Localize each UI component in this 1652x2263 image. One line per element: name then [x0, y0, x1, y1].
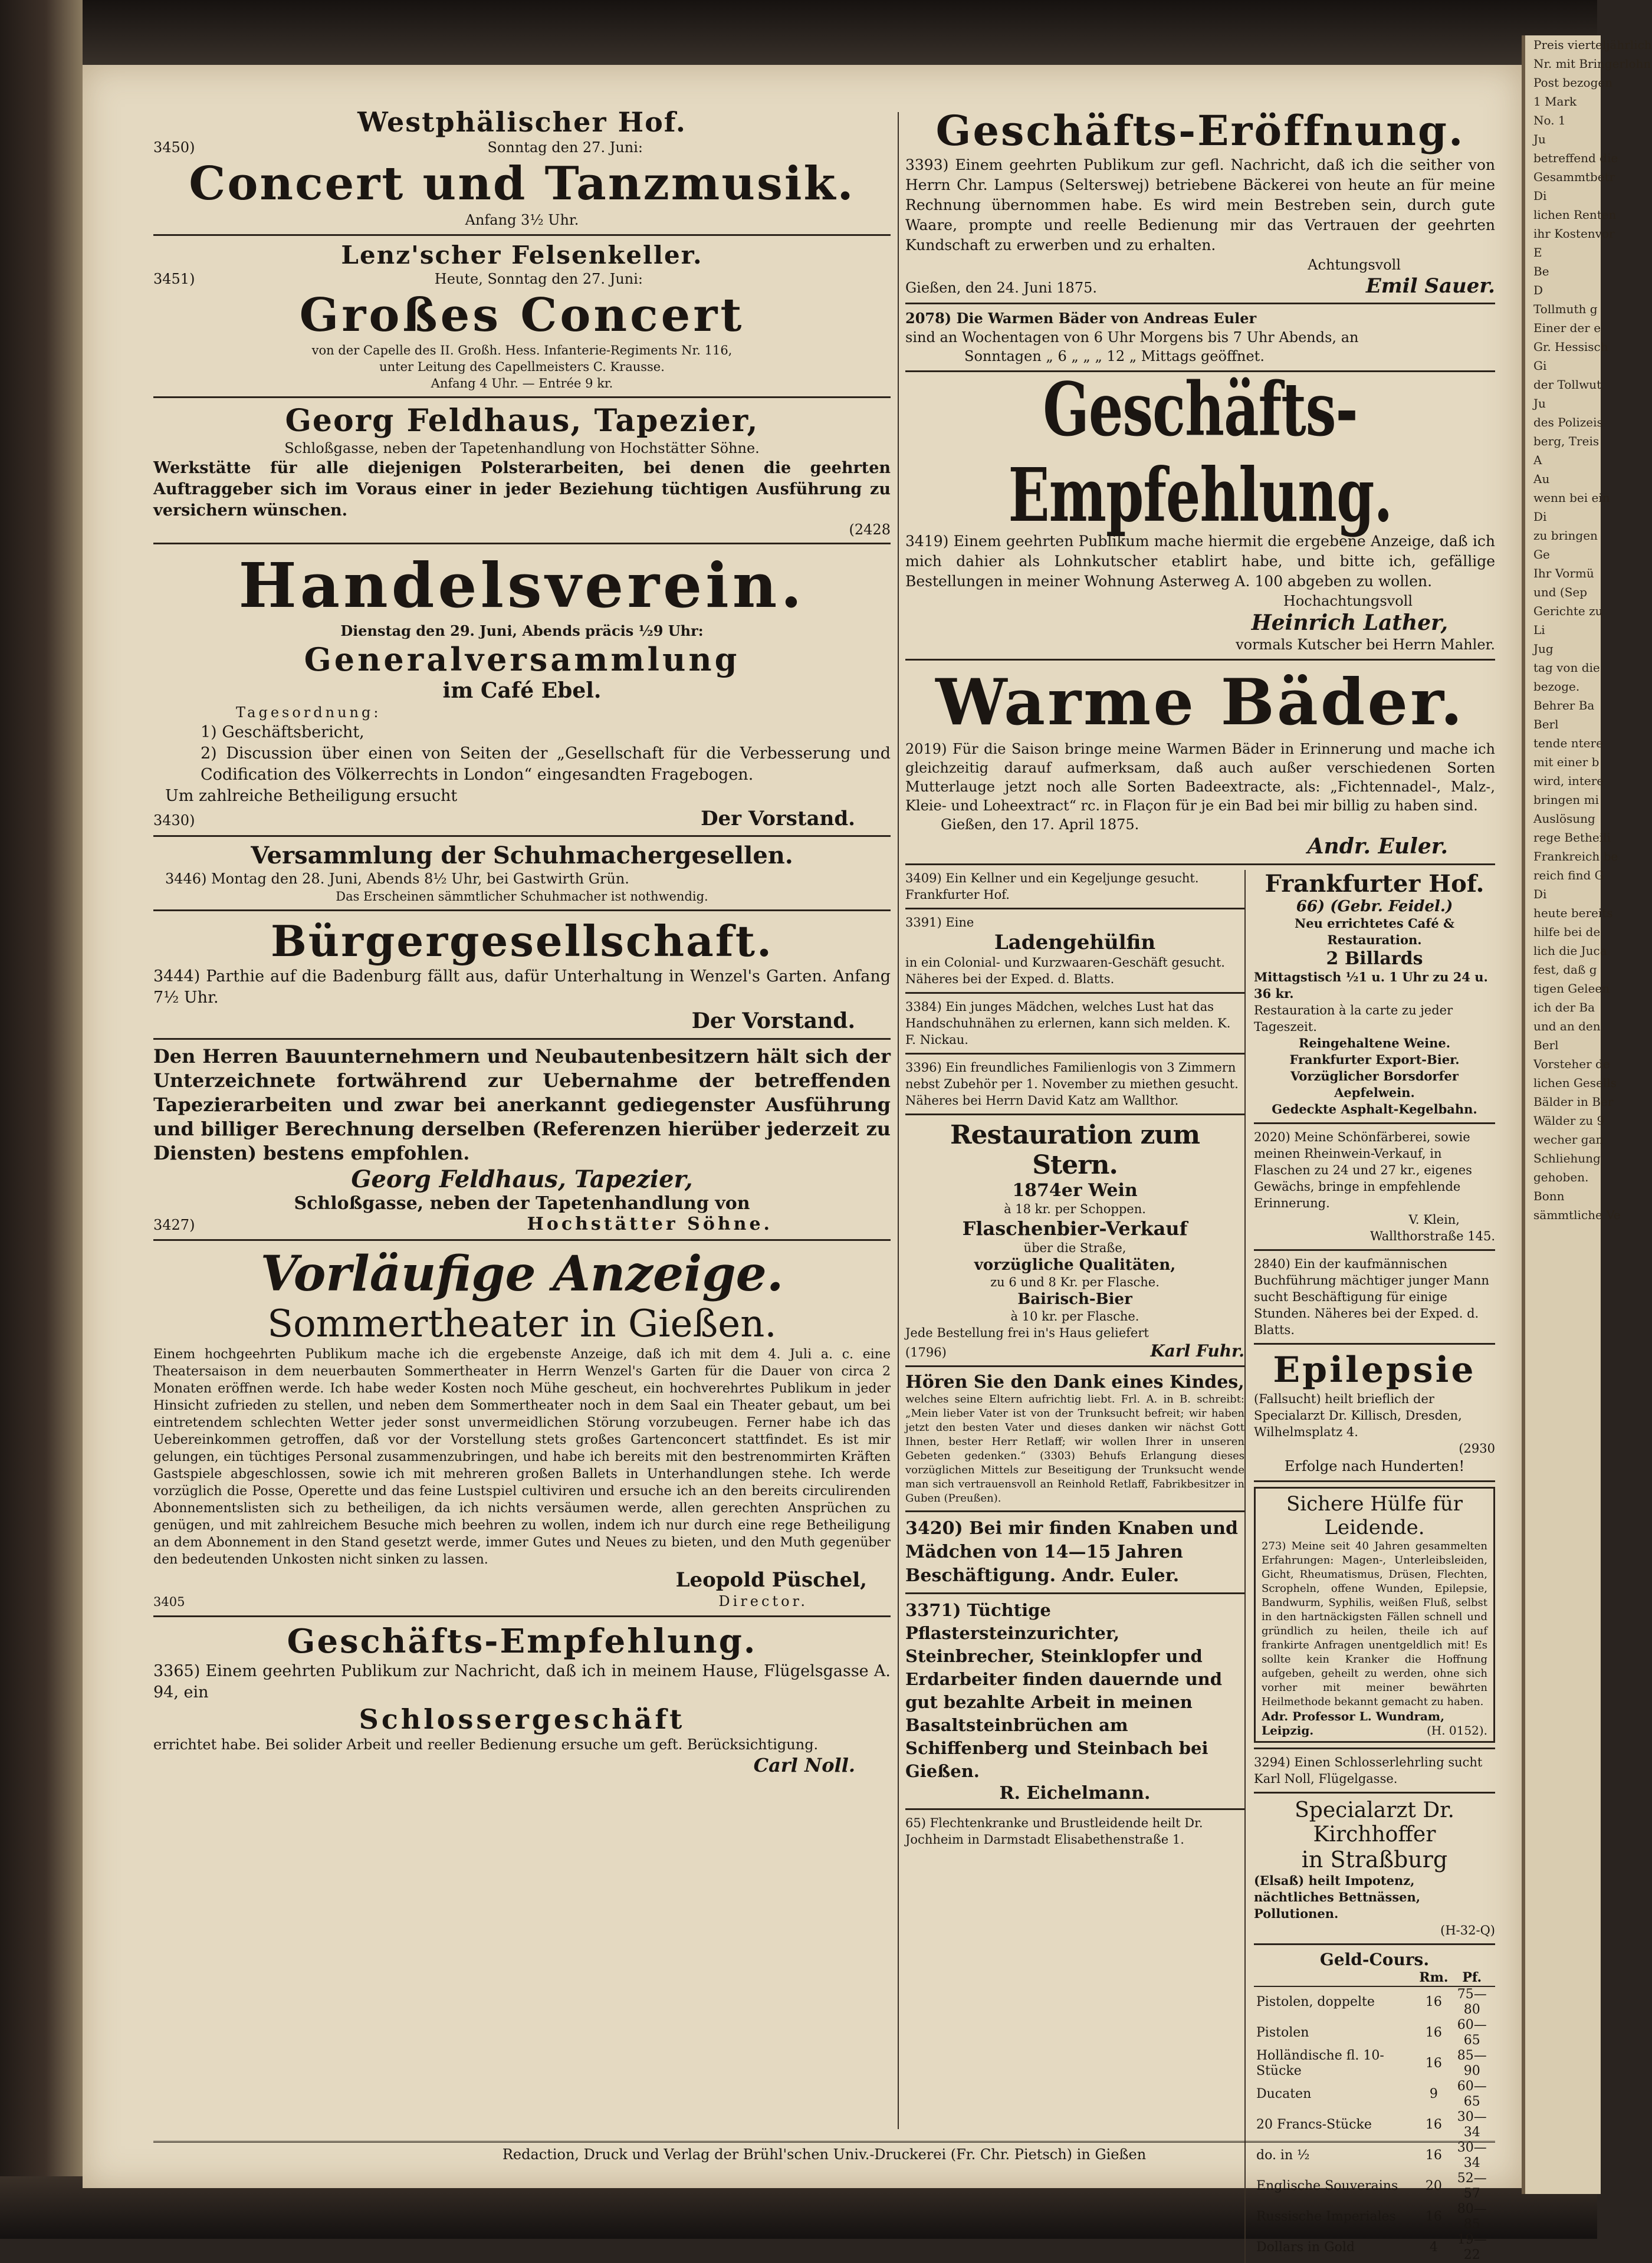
adjacent-page-text: tag von die [1533, 661, 1600, 675]
ad-number: (H-32-Q) [1440, 1923, 1495, 1937]
table-cell: 19—22 [1457, 2232, 1487, 2262]
small-ad: in ein Colonial- und Kurzwaaren-Geschäft gesucht. Näheres bei der Exped. d. Blatts. [905, 955, 1225, 986]
scan-top-edge [0, 0, 1597, 71]
ad-text: 273) Meine seit 40 Jahren gesammelten Erfahrungen: Magen-, Unterleibsleiden, Gicht, Rheumatismus, Drüsen, Flechten, Scropheln, offene Wunden, Epilepsie, Bandwurm, Syphilis, weißen Fluß, selbst in den hartnäckigsten Fällen schnell und gründlich zu heilen, theile ich auf frankirte Anfragen unentgeldlich mit! Es sollte kein Kranker die Hoffnung aufgeben, geheilt zu werden, ohne sich vorher mit meiner bewährten Heilmethode bekannt gemacht zu haben. [1262, 1540, 1487, 1708]
ad-handelsverein [153, 549, 891, 830]
adjacent-page-text: gehoben. [1533, 1170, 1589, 1184]
ad-text: Achtungsvoll [1308, 257, 1401, 273]
agenda-item: 1) Geschäftsbericht, [201, 723, 364, 741]
adjacent-page-text: Gesammtbetr [1533, 170, 1615, 184]
table-cell: 60—65 [1457, 2079, 1487, 2109]
ad-text: 3444) Parthie auf die Badenburg fällt aus, dafür Unterhaltung in Wenzel's Garten. Anfang 7½ Uhr. [153, 967, 891, 1007]
ad-number: 3391) Eine [905, 915, 974, 929]
ad-text: à 10 kr. per Flasche. [1010, 1309, 1139, 1323]
ad-text: Mittagstisch ½1 u. 1 Uhr zu 24 u. 36 kr. [1254, 970, 1488, 1001]
ad-subheadline: Schlossergeschäft [359, 1703, 685, 1735]
table-cell: 4 [1429, 2240, 1438, 2255]
ad-text: 3446) Montag den 28. Juni, Abends 8½ Uhr, bei Gastwirth Grün. [165, 871, 629, 887]
ad-subheadline: Sommertheater in Gießen. [267, 1302, 777, 1346]
adjacent-page-text: wenn bei ein [1533, 491, 1610, 505]
adjacent-page-text: Vorsteher de [1533, 1057, 1610, 1071]
ad-text: Anfang 4 Uhr. — Entrée 9 kr. [431, 376, 613, 390]
adjacent-page-text: sämmtliche Ve [1533, 1208, 1621, 1222]
small-ads-right [1244, 870, 1495, 2263]
ad-lather [905, 366, 1495, 654]
adjacent-page-text: Tollmuth g [1533, 302, 1598, 316]
ad-number: (2428 [849, 521, 891, 538]
ad-text: Restauration à la carte zu jeder Tageszeit. [1254, 1003, 1453, 1034]
right-column [905, 106, 1495, 2262]
ad-westphaelischer-hof [153, 106, 891, 229]
adjacent-page-text: Wälder zu 9 [1533, 1114, 1605, 1128]
adjacent-page-text: D [1533, 283, 1543, 297]
table-cell: 60—65 [1457, 2018, 1487, 2048]
table-cell: 16 [1425, 2025, 1442, 2040]
adjacent-page-text: No. 1 [1533, 113, 1566, 127]
imprint-footer: Redaction, Druck und Verlag der Brühl'schen Univ.-Druckerei (Fr. Chr. Pietsch) in Gießen [153, 2141, 1495, 2163]
ad-warme-baeder-zeiten [905, 309, 1495, 366]
adjacent-page-text: und (Sep [1533, 585, 1588, 599]
ad-title: Westphälischer Hof. [357, 106, 687, 138]
ad-headline: Ladengehülfin [994, 931, 1156, 954]
small-ad: 65) Flechtenkranke und Brustleidende heilt Dr. Jochheim in Darmstadt Elisabethenstraße 1. [905, 1816, 1203, 1847]
ad-geschaefts-eroeffnung [905, 106, 1495, 298]
adjacent-page-text: lichen Renten [1533, 208, 1617, 222]
ad-text: zu 6 und 8 Kr. per Flasche. [990, 1275, 1160, 1289]
adjacent-page-text: Frankreich be [1533, 849, 1618, 863]
ad-text: vorzügliche Qualitäten, [974, 1256, 1176, 1274]
ad-number: 3427) [153, 1217, 195, 1233]
table-cell: 20 Francs-Stücke [1256, 2117, 1372, 2132]
ad-kirchhoffer [1254, 1798, 1495, 1939]
small-ad: 3396) Ein freundliches Familienlogis von 3 Zimmern nebst Zubehör per 1. November zu miethen gesucht. Näheres bei Herrn David Katz am Wallthor. [905, 1060, 1239, 1108]
adjacent-page-text: Bälder in Ber [1533, 1095, 1614, 1109]
ad-feldhaus-1 [153, 403, 891, 538]
adjacent-page-text: Di [1533, 510, 1547, 524]
ad-text: à 18 kr. per Schoppen. [1004, 1202, 1146, 1216]
adjacent-page-text: ich der Ba [1533, 1000, 1595, 1014]
ad-sommertheater [153, 1246, 891, 1611]
table-cell: do. in ½ [1256, 2148, 1310, 2163]
ad-text: Leipzig. [1262, 1723, 1314, 1738]
small-ad: 3409) Ein Kellner und ein Kegeljunge gesucht. Frankfurter Hof. [905, 871, 1199, 902]
ad-signature: Der Vorstand. [701, 807, 855, 830]
newspaper-page [83, 65, 1522, 2262]
ad-number: 3430) [153, 812, 195, 829]
ad-text: Anfang 3½ Uhr. [465, 212, 579, 228]
adjacent-page-text: Be [1533, 264, 1549, 278]
ad-text: von der Capelle des II. Großh. Hess. Infanterie-Regiments Nr. 116, [311, 343, 733, 357]
ad-text: Vorzüglicher Borsdorfer Aepfelwein. [1290, 1069, 1459, 1100]
ad-text: 2020) Meine Schönfärberei, sowie meinen Rheinwein-Verkauf, in Flaschen zu 24 und 27 kr., eigenes Gewächs, bringe in empfehlende Erinnerung. [1254, 1130, 1472, 1210]
ad-text: Frankfurter Export-Bier. [1289, 1052, 1460, 1067]
adjacent-page-text: heute bereits [1533, 906, 1613, 920]
adjacent-page-text: Ju [1533, 132, 1546, 146]
ad-headline: Geschäfts-Empfehlung. [287, 1622, 757, 1661]
ad-warme-baeder [905, 665, 1495, 859]
ad-text: Reingehaltene Weine. [1298, 1036, 1451, 1050]
ad-text: Bairisch-Bier [1017, 1290, 1132, 1308]
ad-headline: Geschäfts-Eröffnung. [935, 106, 1465, 155]
ad-headline: Epilepsie [1273, 1349, 1476, 1391]
ad-signature: Georg Feldhaus, Tapezier, [351, 1165, 693, 1193]
adjacent-page-text: E [1533, 245, 1542, 260]
ad-buergergesellschaft [153, 916, 891, 1033]
ad-text: Erfolge nach Hunderten! [1284, 1458, 1465, 1474]
column-divider [898, 112, 899, 2129]
adjacent-page-text: Preis vierteljährlich [1533, 38, 1652, 52]
ad-signature: Leopold Püschel, [675, 1568, 867, 1592]
ad-number: 3450) [153, 139, 195, 156]
ad-date: Sonntag den 27. Juni: [487, 139, 643, 156]
adjacent-page-text: der Tollwut [1533, 377, 1602, 392]
adjacent-page-text: 1 Mark [1533, 94, 1577, 109]
ad-schoenfaerberei [1254, 1129, 1495, 1244]
small-ad: 3384) Ein junges Mädchen, welches Lust hat das Handschuhnähen zu erlernen, kann sich melden. K. F. Nickau. [905, 1000, 1231, 1047]
ad-text: Das Erscheinen sämmtlicher Schuhmacher ist nothwendig. [336, 889, 708, 904]
ad-signature: Karl Fuhr. [1150, 1341, 1244, 1361]
ad-text: Wallthorstraße 145. [1369, 1229, 1495, 1243]
adjacent-page-text: hilfe bei de [1533, 925, 1601, 939]
table-cell: Holländische fl. 10-Stücke [1256, 2048, 1384, 2078]
ad-headline: Versammlung der Schuhmachergesellen. [251, 842, 793, 869]
book-binding [0, 0, 83, 2239]
ad-headline: Geschäfts-Empfehlung. [1008, 366, 1392, 538]
table-row [1254, 2171, 1495, 2202]
adjacent-page-text: Nr. mit Bringerlohn [1533, 57, 1651, 71]
ad-eichelmann [905, 1599, 1244, 1804]
ad-text: 2078) Die Warmen Bäder von Andreas Euler [905, 310, 1257, 327]
ad-headline: Frankfurter Hof. [1265, 870, 1484, 898]
adjacent-page-text: und an den [1533, 1019, 1601, 1033]
adjacent-page-text: tigen Geleen [1533, 981, 1610, 996]
adjacent-page-text: fest, daß g [1533, 963, 1597, 977]
ad-headline: Concert und Tanzmusik. [189, 157, 855, 211]
ad-signature: Carl Noll. [753, 1754, 855, 1776]
ad-text: Den Herren Bauunternehmern und Neubautenbesitzern hält sich der Unterzeichnete fortwährend zur Uebernahme der betreffenden Tapezierarbeiten und zwar bei anerkannt gediegenster Ausführung und billiger Berechnung derselben (Referenzen hierüber jederzeit zu Diensten) bestens empfohlen. [153, 1045, 891, 1164]
ad-text: im Café Ebel. [442, 678, 602, 703]
adjacent-page-text: Berl [1533, 1038, 1559, 1052]
ad-text: Hochachtungsvoll [1283, 593, 1413, 609]
ad-date: Heute, Sonntag den 27. Juni: [434, 271, 643, 287]
adjacent-page-text: Gi [1533, 359, 1547, 373]
ad-felsenkeller [153, 241, 891, 392]
small-ad: 3294) Einen Schlosserlehrling sucht Karl Noll, Flügelgasse. [1254, 1755, 1483, 1786]
table-cell: 85—90 [1457, 2048, 1487, 2078]
ad-headline: Sichere Hülfe für Leidende. [1286, 1492, 1463, 1539]
adjacent-page-text: bringen mi [1533, 793, 1599, 807]
table-header: Pf. [1449, 1969, 1495, 1986]
adjacent-page-text: Jug [1533, 642, 1554, 656]
ad-text: welches seine Eltern aufrichtig liebt. Frl. A. in B. schreibt: „Mein lieber Vater ist von der Trunksucht befreit; wir haben jetzt den besten Vater und dieses danken wir nächst Gott Ihnen, bester Herr Retlaff; wir wollen Ihrer in unseren Gebeten gedenken.“ (3303) Behufs Erlangung dieses vorzüglichen Mittels zur Beseitigung der Trunksucht wende man sich vertrauensvoll an Reinhold Retlaff, Fabrikbesitzer in Guben (Preußen). [905, 1393, 1244, 1505]
table-row [1254, 2232, 1495, 2263]
ad-text: 3365) Einem geehrten Publikum zur Nachricht, daß ich in meinem Hause, Flügelsgasse A. 94, ein [153, 1662, 891, 1702]
ad-schuhmacher [153, 842, 891, 905]
adjacent-page-text: Au [1533, 472, 1550, 486]
ad-date: Gießen, den 17. April 1875. [941, 816, 1139, 833]
table-row [1254, 2110, 1495, 2140]
ad-text: über die Straße, [1023, 1241, 1126, 1255]
ad-text: 1874er Wein [1012, 1180, 1138, 1201]
table-cell: Ducaten [1256, 2087, 1312, 2101]
ad-signature: R. Eichelmann. [999, 1783, 1151, 1804]
adjacent-page-text: Post bezogen [1533, 75, 1613, 90]
ad-text: 3393) Einem geehrten Publikum zur gefl. Nachricht, daß ich die seither von Herrn Chr. Lampus (Selterswej) betriebene Bäckerei von heute an für meine Rechnung übernommen habe. Es wird mein Bestreben sein, durch gute Waare, prompte und reelle Bedienung mir das Vertrauen der geehrten Kundschaft zu erwerben und zu erhalten. [905, 156, 1495, 254]
small-ad: 3420) Bei mir finden Knaben und Mädchen von 14—15 Jahren Beschäftigung. Andr. Euler. [905, 1518, 1238, 1586]
adjacent-page-text: Di [1533, 189, 1547, 203]
ad-number: (1796) [905, 1345, 947, 1359]
ad-text: 3419) Einem geehrten Publikum mache hiermit die ergebene Anzeige, daß ich mich dahier als Lohnkutscher etablirt habe, und bitte ich, gefällige Bestellungen in meiner Wohnung Asterweg A. 100 abgeben zu wollen. [905, 533, 1495, 590]
table-cell: 80—85 [1457, 2202, 1487, 2232]
adjacent-page-text: lich die Juca [1533, 944, 1607, 958]
ad-text: 3371) Tüchtige Pflastersteinzurichter, Steinbrecher, Steinklopfer und Erdarbeiter finden dauernde und gut bezahlte Arbeit in meinen Basaltsteinbrüchen am Schiffenberg und Steinbach bei Gießen. [905, 1600, 1223, 1781]
adjacent-page-text: A [1533, 453, 1542, 467]
adjacent-page-text: Gr. Hessisch [1533, 340, 1608, 354]
ad-epilepsie [1254, 1349, 1495, 1476]
ad-subheadline: Generalversammlung [304, 641, 740, 678]
table-header: Rm. [1419, 1970, 1449, 1985]
ad-number: (2930 [1459, 1441, 1495, 1456]
table-cell: 9 [1429, 2087, 1438, 2101]
adjacent-page-text: Berl [1533, 717, 1559, 731]
ad-text: Director. [718, 1593, 808, 1610]
adjacent-page-text: Ge [1533, 547, 1550, 561]
ad-text: Tagesordnung: [236, 704, 382, 721]
ad-headline: Georg Feldhaus, Tapezier, [285, 403, 759, 439]
ad-restauration-stern [905, 1120, 1244, 1361]
ad-text: Schloßgasse, neben der Tapetenhandlung von [294, 1193, 750, 1214]
table-cell: Englische Souverains [1256, 2179, 1398, 2193]
ad-signature: Andr. Euler. [1307, 834, 1448, 859]
ad-date: Gießen, den 24. Juni 1875. [905, 280, 1097, 296]
ad-headline: Handelsverein. [238, 549, 806, 622]
exchange-table [1254, 1969, 1495, 2263]
ad-text: 2019) Für die Saison bringe meine Warmen Bäder in Erinnerung und mache ich gleichzeitig darauf aufmerksam, daß auch außer verschiedenen Sorten Mutterlauge jetzt noch alle Sorten Badeextracte, als: „Fichtennadel-, Malz-, Kleie- und Loheextract“ rc. in Flaçon für je ein Bad bei mir billig zu haben sind. [905, 741, 1495, 814]
ad-text: sind an Wochentagen von 6 Uhr Morgens bis 7 Uhr Abends, an [905, 329, 1359, 346]
ad-number: (H. 0152). [1426, 1723, 1487, 1738]
ad-headline: Hören Sie den Dank eines Kindes, [905, 1372, 1244, 1392]
ad-headline: Restauration zum Stern. [950, 1120, 1200, 1180]
adjacent-page-text: berg, Treis [1533, 434, 1600, 448]
ad-text: errichtet habe. Bei solider Arbeit und reeller Bedienung ersuche um geft. Berücksichtigung. [153, 1736, 819, 1753]
table-cell: 20 [1425, 2179, 1442, 2193]
ad-headline: Bürgergesellschaft. [270, 916, 774, 966]
adjacent-page-text: Auslösung [1533, 812, 1595, 826]
ad-signature: V. Klein, [1408, 1213, 1460, 1227]
adjacent-page-text: mit einer b [1533, 755, 1600, 769]
table-cell: 16 [1425, 2056, 1442, 2071]
ad-text: Um zahlreiche Betheiligung ersucht [165, 787, 458, 805]
ad-frankfurter-hof [1254, 870, 1495, 1118]
adjacent-page-text: Schliehung [1533, 1151, 1601, 1165]
table-row [1254, 2048, 1495, 2079]
ad-text: Sonntagen „ 6 „ „ „ 12 „ Mittags geöffnet. [964, 348, 1265, 364]
ad-subheadline: in Straßburg [1301, 1847, 1448, 1873]
ad-text: Hochstätter Söhne. [527, 1214, 773, 1234]
adjacent-page-text: zu bringen [1533, 528, 1598, 543]
ad-text: (Elsaß) heilt Impotenz, nächtliches Bettnässen, Pollutionen. [1254, 1873, 1421, 1921]
ad-text: Schloßgasse, neben der Tapetenhandlung von Hochstätter Söhne. [284, 440, 760, 456]
table-row [1254, 2202, 1495, 2232]
adjacent-page-text: wird, intere [1533, 774, 1604, 788]
adjacent-page-text: rege Betheili [1533, 830, 1611, 845]
ad-text: 66) (Gebr. Feidel.) [1296, 898, 1453, 915]
ad-text: Gedeckte Asphalt-Kegelbahn. [1272, 1102, 1477, 1116]
table-cell: 52—57 [1457, 2171, 1487, 2201]
ad-number: 3451) [153, 271, 195, 287]
adjacent-page-edge [1522, 35, 1652, 2194]
table-cell: Pistolen [1256, 2025, 1309, 2040]
table-cell: 75—80 [1457, 1987, 1487, 2017]
table-cell: 16 [1425, 1995, 1442, 2009]
table-cell: Dollars in Gold [1256, 2240, 1355, 2255]
table-cell: 16 [1425, 2209, 1442, 2224]
ad-title: Lenz'scher Felsenkeller. [341, 241, 703, 270]
ad-signature: Der Vorstand. [691, 1009, 855, 1033]
adjacent-page-text: Behrer Ba [1533, 698, 1595, 712]
table-row [1254, 1986, 1495, 2018]
ad-signature: Adr. Professor L. Wundram, [1262, 1709, 1445, 1723]
small-ads-left [905, 870, 1244, 2263]
ad-number: 3405 [153, 1595, 185, 1609]
ad-schlossergeschaeft [153, 1622, 891, 1776]
table-cell: 16 [1425, 2117, 1442, 2132]
adjacent-page-text: Gerichte zu [1533, 604, 1603, 618]
ad-text: Einem hochgeehrten Publikum mache ich die ergebenste Anzeige, daß ich mit dem 4. Juli a. c. eine Theatersaison in dem neuerbauten Sommertheater in Herrn Wenzel's Garten für die Dauer von circa 2 Monaten eröffnen werde. Ich habe weder Kosten noch Mühe gescheut, ein hochverehrtes Publikum in jeder Hinsicht zufrieden zu stellen, und neben dem Sommertheater noch in dem Saal ein Theater gebaut, um bei eintretendem schlechten Wetter jeder sonst unvermeidlichen Störung vorzubeugen. Ferner habe ich das Uebereinkommen getroffen, daß vor der Vorstellung stets großes Gartenconcert stattfindet. Es ist mir gelungen, ein tüchtiges Personal zusammenzubringen, und habe ich bereits mit den bestrenommirten Kräften Gastspiele abgeschlossen, sowie ich mit mehreren großen Ballets in Unterhandlungen stehe. Ich werde vorzüglich die Posse, Operette und das feine Lustspiel cultiviren und ersuche ich an den bereits circulirenden Abonnementslisten sich zu betheiligen, da ich nichts versäumen werde, allen gerechten Ansprüchen zu genügen, und mit zahlreichem Besuche mich beehren zu wollen, indem ich nur durch eine rege Betheiligung an dem Abonnement in den Stand gesetzt werde, immer Gutes und Neues zu bieten, und den Muth gegenüber den bedeutenden Unkosten nicht sinken zu lassen. [153, 1347, 891, 1567]
small-ad: 2840) Ein der kaufmännischen Buchführung mächtiger junger Mann sucht Beschäftigung für einige Stunden. Näheres bei der Exped. d. Blatts. [1254, 1257, 1489, 1337]
ad-text: (Fallsucht) heilt brieflich der Specialarzt Dr. Killisch, Dresden, Wilhelmsplatz 4. [1254, 1392, 1462, 1439]
table-cell: 30—34 [1457, 2110, 1487, 2140]
ad-text: Jede Bestellung frei in's Haus geliefert [905, 1326, 1149, 1340]
ad-text: unter Leitung des Capellmeisters C. Krausse. [379, 360, 665, 374]
adjacent-page-text: Di [1533, 887, 1547, 901]
table-cell: Pistolen, doppelte [1256, 1995, 1375, 2009]
ad-headline: Großes Concert [299, 288, 745, 342]
adjacent-page-text: Ihr Vormü [1533, 566, 1594, 580]
left-column [153, 106, 891, 2135]
ad-headline: Specialarzt Dr. Kirchhoffer [1295, 1798, 1454, 1847]
adjacent-page-text: wecher gan [1533, 1132, 1604, 1147]
table-cell: Russische Imperiales [1256, 2209, 1396, 2224]
adjacent-page-text: betreffend die [1533, 151, 1618, 165]
ad-text: Werkstätte für alle diejenigen Polsterarbeiten, bei denen die geehrten Auftraggeber sich im Voraus einer in jeder Beziehung tüchtigen Ausführung zu versichern wünschen. [153, 459, 891, 520]
table-cell: 16 [1425, 2148, 1442, 2163]
ad-feldhaus-2 [153, 1045, 891, 1234]
adjacent-page-text: bezoge. [1533, 679, 1580, 694]
adjacent-page-text: reich find G [1533, 868, 1604, 882]
ad-text: vormals Kutscher bei Herrn Mahler. [1236, 636, 1495, 653]
ad-headline: Vorläufige Anzeige. [260, 1246, 784, 1302]
ad-text: Flaschenbier-Verkauf [962, 1217, 1188, 1240]
ad-text: Dienstag den 29. Juni, Abends präcis ½9 Uhr: [340, 622, 704, 639]
adjacent-page-text: Li [1533, 623, 1545, 637]
table-row [1254, 2079, 1495, 2110]
adjacent-page-text: Einer der e [1533, 321, 1601, 335]
adjacent-page-text: lichen Gesells [1533, 1076, 1617, 1090]
ad-headline: Geld-Cours. [1319, 1950, 1430, 1969]
ad-signature: Emil Sauer. [1365, 274, 1495, 298]
ad-wundram [1254, 1487, 1495, 1743]
ad-signature: Heinrich Lather, [1251, 610, 1448, 635]
ad-trunksucht [905, 1372, 1244, 1506]
ad-text: Neu errichtetes Café & Restauration. [1295, 916, 1454, 947]
geld-cours [1254, 1950, 1495, 2263]
ad-text: 2 Billards [1326, 948, 1423, 969]
adjacent-page-text: Bonn [1533, 1189, 1565, 1203]
adjacent-page-text: des Polizeis [1533, 415, 1603, 429]
agenda-item: 2) Discussion über einen von Seiten der „Gesellschaft für die Verbesserung und Codification des Völkerrechts in London“ eingesandten Fragebogen. [201, 744, 891, 784]
adjacent-page-text: ihr Kostenvor [1533, 226, 1615, 241]
small-ads-split [905, 870, 1495, 2263]
adjacent-page-text: tende ntere [1533, 736, 1603, 750]
table-cell: 30—34 [1457, 2140, 1487, 2170]
adjacent-page-text: Ju [1533, 396, 1546, 410]
ad-headline: Warme Bäder. [935, 665, 1465, 740]
table-row [1254, 2018, 1495, 2048]
